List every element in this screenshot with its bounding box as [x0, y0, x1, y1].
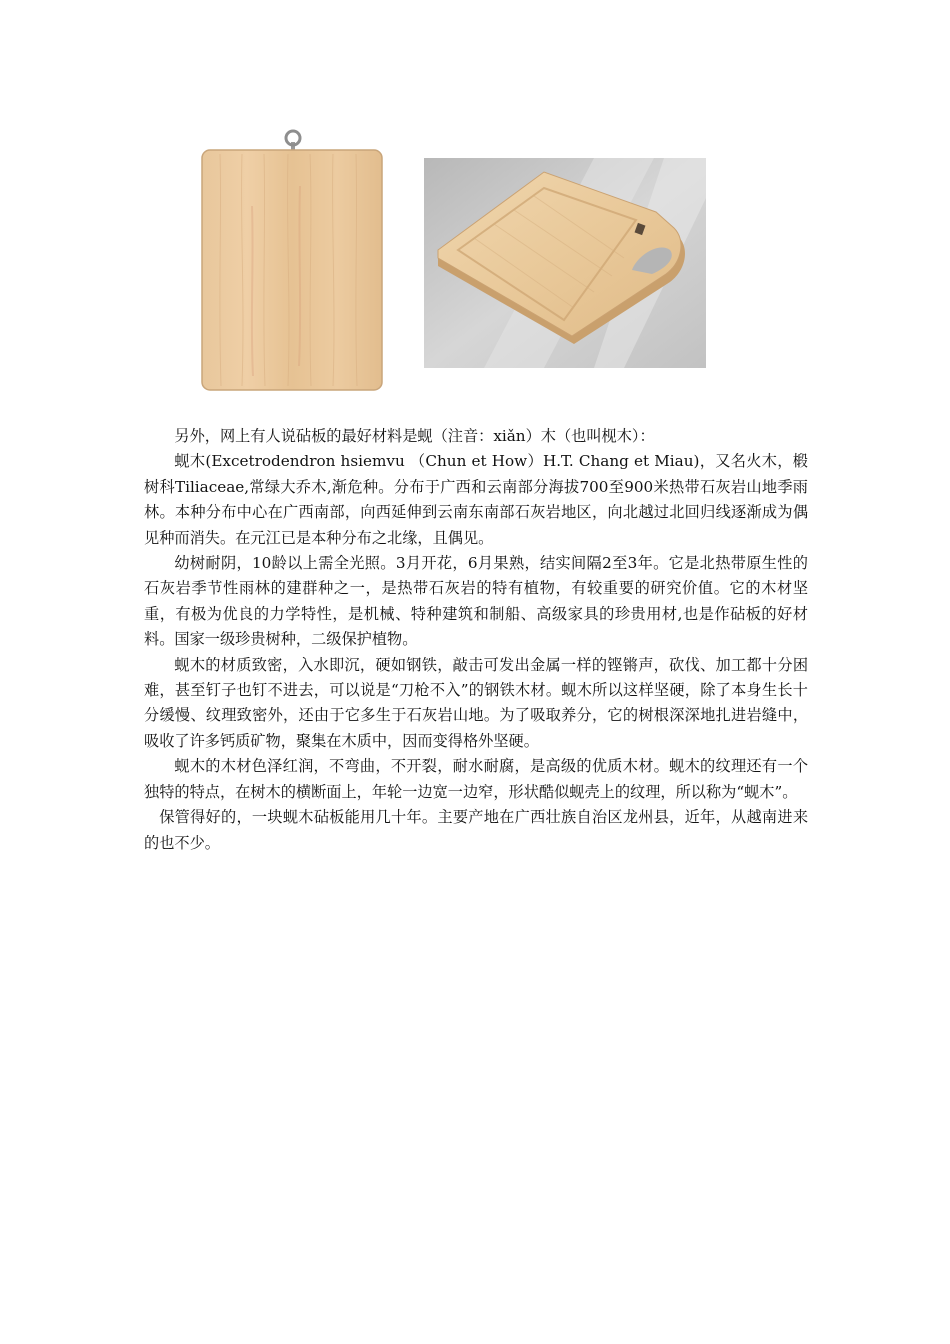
cutting-board-with-hanging-ring-icon	[190, 126, 390, 400]
paragraph-texture: 蚬木的木材色泽红润，不弯曲，不开裂，耐水耐腐，是高级的优质木材。蚬木的纹理还有一个独特的特点，在树木的横断面上，年轮一边宽一边窄，形状酷似蚬壳上的纹理，所以称为“蚬木”。	[144, 757, 808, 801]
article-body	[144, 424, 808, 856]
cutting-board-with-handle-photo-icon	[424, 158, 706, 368]
paragraph-intro: 另外，网上有人说砧板的最好材料是蚬（注音：xiǎn）木（也叫枧木）：	[174, 427, 655, 445]
paragraph-species: 蚬木(Excetrodendron hsiemvu （Chun et How）H.T. Chang et Miau)，又名火木，椴树科Tiliaceae,常绿大乔木,渐危种。分布于广西和云南部分海拔700至900米热带石灰岩山地季雨林。本种分布中心在广西南部，向西延伸到云南东南部石灰岩地区，向北越过北回归线逐渐成为偶见种而消失。在元江已是本种分布之北缘，且偶见。	[144, 452, 808, 547]
paragraph-hardness: 蚬木的材质致密，入水即沉，硬如钢铁，敲击可发出金属一样的铿锵声，砍伐、加工都十分困难，甚至钉子也钉不进去，可以说是“刀枪不入”的钢铁木材。蚬木所以这样坚硬，除了本身生长十分缓慢、纹理致密外，还由于它多生于石灰岩山地。为了吸取养分，它的树根深深地扎进岩缝中，吸收了许多钙质矿物，聚集在木质中，因而变得格外坚硬。	[144, 655, 808, 750]
paragraph-durability: 保管得好的，一块蚬木砧板能用几十年。主要产地在广西壮族自治区龙州县，近年，从越南进来的也不少。	[144, 808, 808, 852]
paragraph-growth: 幼树耐阴，10龄以上需全光照。3月开花，6月果熟，结实间隔2至3年。它是北热带原生性的石灰岩季节性雨林的建群种之一，是热带石灰岩的特有植物，有较重要的研究价值。它的木材坚重，有极为优良的力学特性，是机械、特种建筑和制船、高级家具的珍贵用材,也是作砧板的好材料。国家一级珍贵树种，二级保护植物。	[144, 554, 808, 649]
